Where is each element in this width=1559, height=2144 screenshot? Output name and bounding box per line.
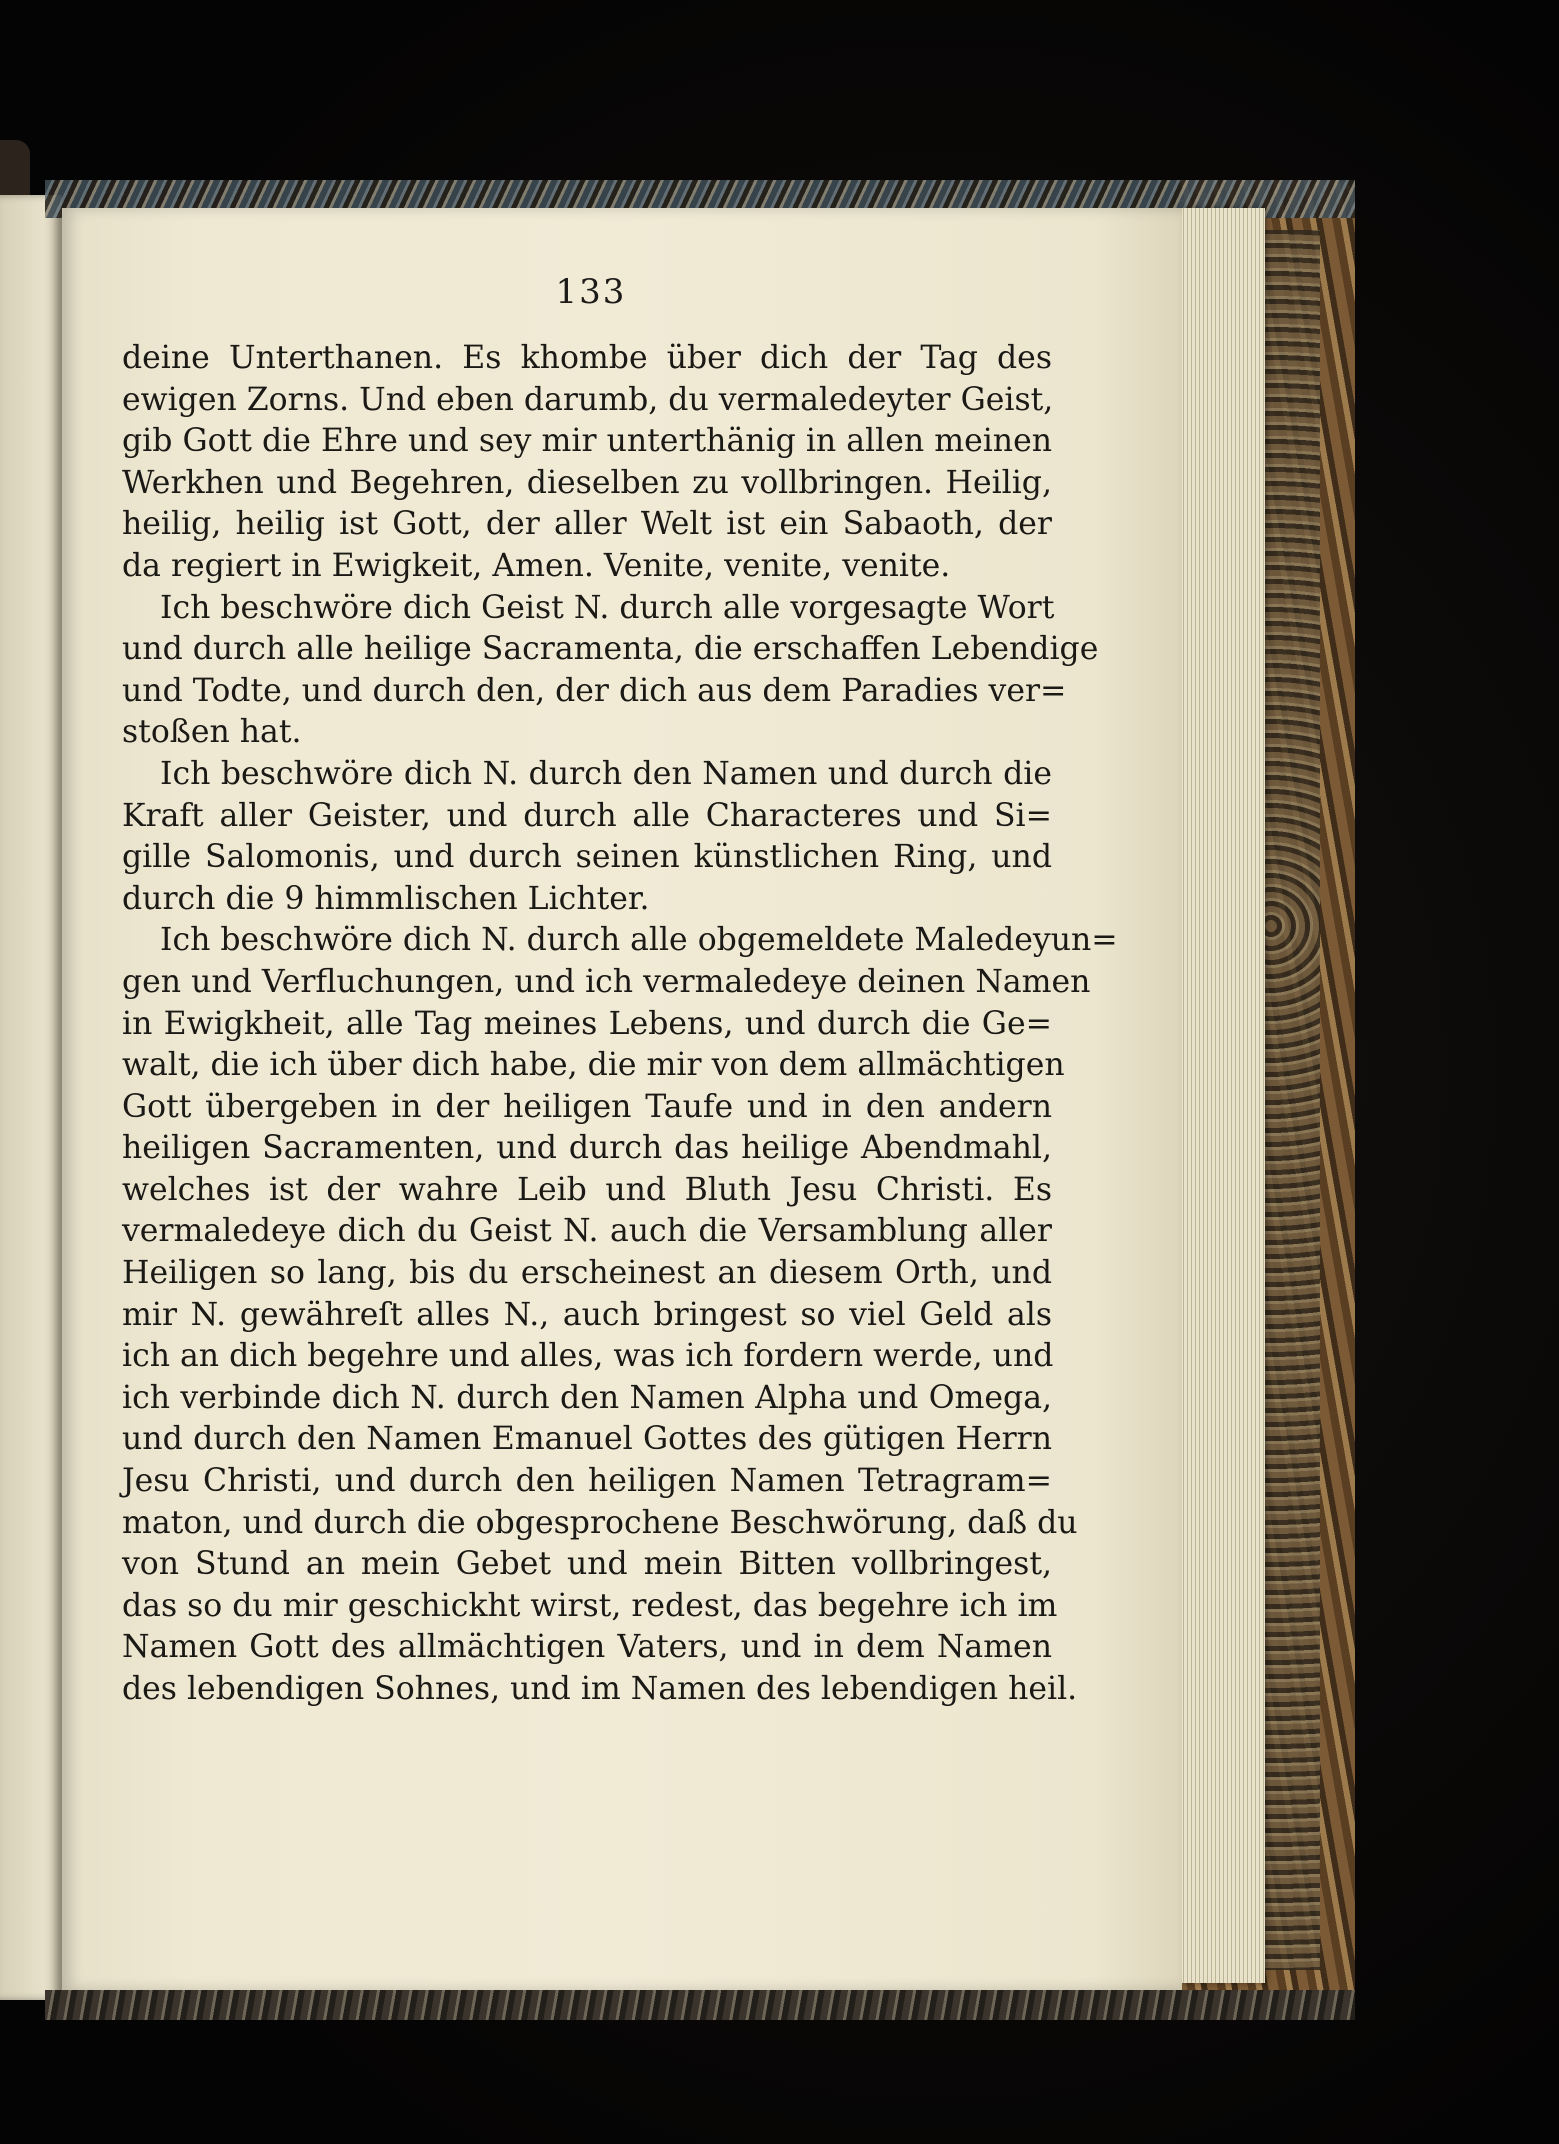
page-number: 133 xyxy=(555,272,627,312)
text-line: und Todte, und durch den, der dich aus dem Paradies ver= xyxy=(122,672,1067,709)
text-line: Gott übergeben in der heiligen Taufe und in den andern xyxy=(122,1088,1052,1125)
text-line: Ich beschwöre dich N. durch den Namen und durch die xyxy=(160,755,1052,792)
text-line: durch die 9 himmlischen Lichter. xyxy=(122,880,650,917)
text-line: mir N. gewähreſt alles N., auch bringest so viel Geld als xyxy=(122,1296,1052,1333)
text-line: gen und Verfluchungen, und ich vermaledeye deinen Namen xyxy=(122,963,1091,1000)
text-line: Namen Gott des allmächtigen Vaters, und in dem Namen xyxy=(122,1629,1052,1666)
binding-bottom-strip xyxy=(45,1990,1355,2020)
text-line: Werkhen und Begehren, dieselben zu vollbringen. Heilig, xyxy=(122,464,1052,501)
text-line: Ich beschwöre dich Geist N. durch alle vorgesagte Wort xyxy=(160,589,1055,626)
text-line: Heiligen so lang, bis du erscheinest an diesem Orth, und xyxy=(122,1255,1052,1292)
text-line: walt, die ich über dich habe, die mir von dem allmächtigen xyxy=(122,1047,1065,1084)
text-line: und durch alle heilige Sacramenta, die erschaffen Lebendige xyxy=(122,631,1099,668)
text-line: deine Unterthanen. Es khombe über dich der Tag des xyxy=(122,340,1052,376)
text-line: welches ist der wahre Leib und Bluth Jesu Christi. Es xyxy=(122,1171,1052,1208)
text-line: des lebendigen Sohnes, und im Namen des lebendigen heil. xyxy=(122,1671,1078,1707)
previous-page-edge xyxy=(0,195,62,2000)
text-line: stoßen hat. xyxy=(122,714,302,751)
text-line: heilig, heilig ist Gott, der aller Welt ist ein Sabaoth, der xyxy=(122,506,1052,543)
text-line: Kraft aller Geister, und durch alle Characteres und Si= xyxy=(122,797,1052,834)
text-line: ich an dich begehre und alles, was ich fordern werde, und xyxy=(122,1338,1054,1375)
text-line: in Ewigkheit, alle Tag meines Lebens, und durch die Ge= xyxy=(122,1005,1052,1042)
page-fore-edge xyxy=(1180,208,1265,1983)
text-line: von Stund an mein Gebet und mein Bitten vollbringest, xyxy=(122,1546,1052,1583)
text-line: Ich beschwöre dich N. durch alle obgemeldete Maledeyun= xyxy=(160,922,1118,959)
text-line: ich verbinde dich N. durch den Namen Alpha und Omega, xyxy=(122,1379,1052,1416)
text-line: gib Gott die Ehre und sey mir unterthänig in allen meinen xyxy=(122,423,1052,460)
text-line: maton, und durch die obgesprochene Beschwörung, daß du xyxy=(122,1504,1078,1541)
text-line: Jesu Christi, und durch den heiligen Namen Tetragram= xyxy=(122,1463,1052,1500)
text-line: heiligen Sacramenten, und durch das heilige Abendmahl, xyxy=(122,1130,1052,1167)
text-line: ewigen Zorns. Und eben darumb, du vermaledeyter Geist, xyxy=(122,381,1054,418)
text-line: gille Salomonis, und durch seinen künstlichen Ring, und xyxy=(122,839,1052,876)
text-line: und durch den Namen Emanuel Gottes des gütigen Herrn xyxy=(122,1421,1052,1458)
text-line: vermaledeye dich du Geist N. auch die Versamblung aller xyxy=(122,1213,1052,1250)
text-line: das so du mir geschickht wirst, redest, das begehre ich im xyxy=(122,1587,1058,1624)
page-text xyxy=(122,338,1118,1711)
text-line: da regiert in Ewigkeit, Amen. Venite, venite, venite. xyxy=(122,547,951,584)
